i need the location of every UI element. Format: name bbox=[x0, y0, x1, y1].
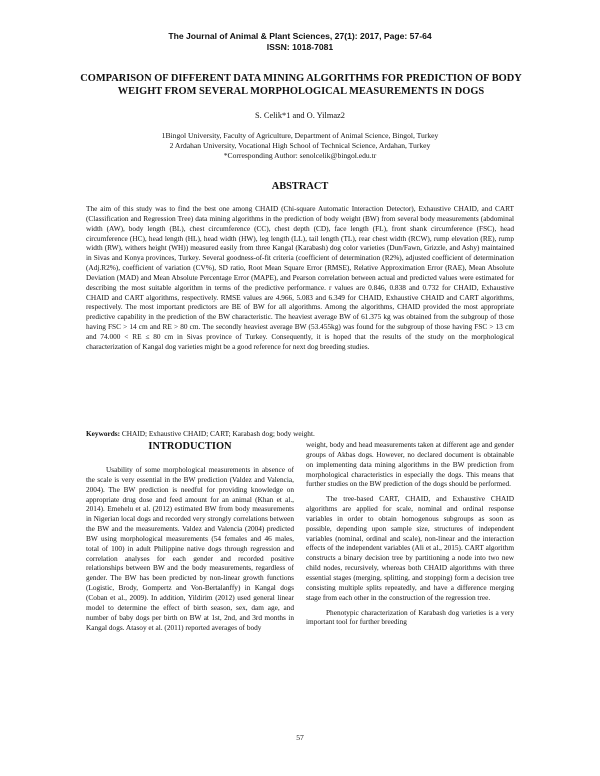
journal-issn: ISSN: 1018-7081 bbox=[266, 42, 334, 52]
abstract-heading: ABSTRACT bbox=[271, 181, 329, 192]
author-affiliations bbox=[0, 131, 600, 162]
paper-title: COMPARISON OF DIFFERENT DATA MINING ALGORITHMS FOR PREDICTION OF BODY WEIGHT FROM SEVERAL MORPHOLOGICAL MEASUREMENTS IN DOGS bbox=[80, 73, 522, 98]
journal-citation: The Journal of Animal & Plant Sciences, 27(1): 2017, Page: 57-64 bbox=[168, 31, 432, 41]
right-column bbox=[306, 440, 514, 627]
affiliation-2: 2 Ardahan University, Vocational High School of Technical Science, Ardahan, Turkey bbox=[169, 141, 431, 151]
paper-authors: S. Celik*1 and O. Yilmaz2 bbox=[255, 111, 345, 120]
affiliation-1: 1Bingol University, Faculty of Agriculture, Department of Animal Science, Bingol, Turkey bbox=[161, 131, 439, 140]
left-column bbox=[86, 437, 294, 632]
abstract-text: The aim of this study was to find the best one among CHAID (Chi-square Automatic Interaction Detector), Exhaustive CHAID, and CART (Classification and Regression Tree) data mining algorithms in the prediction of body weight (BW) from several body measurements (abdominal width (AW), body length (BL), chest circumference (CC), chest depth (CD), face length (FL), front shank circumference (FSC), head circumference (HC), head length (HL), head width (HW), leg length (LL), tail length (TL), rear chest width (RCW), rump elevation (RE), rump width (RW), withers height (WH)) measured easily from three Kangal (Karabash) dog color varieties (Dun/Fawn, Grizzle, and Ashy) maintained in Sivas and Konya provinces, Turkey. Several goodness-of-fit criteria (coefficient of determination (R2%), adjusted coefficient of determination (Adj.R2%), coefficient of variation (CV%), SD ratio, Root Mean Square Error (RMSE), Relative Approximation Error (RAE), Mean Absolute Deviation (MAD) and Mean Absolute Percentage Error (MAPE), and Pearson correlation between actual and predicted values were estimated for describing the most suitable algorithm in terms of the predictive performance. r values are 0.846, 0.838 and 0.732 for CHAID, Exhaustive CHAID and CART algorithms, respectively. RMSE values are 4.966, 5.083 and 6.349 for CHAID, Exhaustive CHAID and CART algorithms, respectively. The most important predictors are BE of BW for all algorithms. Among the algorithms, CHAID provided the most appropriate predictive capability in the prediction of the BW characteristic. The heaviest average BW of 61.375 kg was obtained from the subgroup of those having FSC > 14 cm and RE > 80 cm. The secondly heaviest average BW (53.455kg) was found for the subgroup of those having FSC > 13 cm and 74.000 < RE ≤ 80 cm in Sivas province of Turkey. Consequently, it is hoped that the results of the study on the morphological characterization of Kangal dog varieties might be a good reference for next dog breeding studies. bbox=[86, 204, 514, 351]
keywords-label: Keywords: bbox=[86, 429, 121, 438]
intro-paragraph-2: The tree-based CART, CHAID, and Exhaustive CHAID algorithms are applied for scale, nominal and ordinal response variables in order to obtain homogenous subgroups as soon as possible, depending upon sample size, structures of independent variables (nominal, ordinal and scale), non-linear and the interaction effects of the independent variables (Ali et al., 2015). CART algorithm constructs a binary decision tree by partitioning a node into two new child nodes, recursively, whereas both CHAID algorithms with three essential stages (merging, splitting, and stopping) form a decision tree consisting multiple splits repeatedly, and have a difference merging stage from each other in the construction of the regression tree. bbox=[306, 494, 514, 602]
corresponding-author: *Corresponding Author: senolcelik@bingol.edu.tr bbox=[223, 151, 377, 161]
keywords-text: CHAID; Exhaustive CHAID; CART; Karabash dog; body weight. bbox=[121, 429, 315, 438]
intro-paragraph-1: Usability of some morphological measurements in absence of the scale is very essential in the BW prediction (Valdez and Valencia, 2004). The BW prediction is needful for providing knowledge on appropriate drug dose and feed amount for an animal (Khan et al., 2014). Emehelu et al. (2012) estimated BW from body measurements in Nigerian local dogs and recorded very strongly correlations between the BW and the measurements. Valdez and Valencia (2004) predicted BW using morphological measurements (54 females and 46 males, total of 100) in adult Philippine native dogs through regression and correlation analyses for each gender and recorded positive relationships between BW and the body measurements, regardless of gender. The BW has been predicted by non-linear growth functions (Logistic, Brody, Gompertz and Von-Bertalanffy) in Kangal dogs (Coban et al., 2009). In addition, Yildirim (2012) used general linear model to determine the effect of birth season, sex, dam age, and number of baby dogs per birth on BW at 1st, 2nd, and 3rd months in Kangal dogs. Atasoy et al. (2011) reported averages of body bbox=[86, 465, 294, 632]
introduction-heading: INTRODUCTION bbox=[148, 441, 232, 452]
intro-paragraph-continued: weight, body and head measurements taken at different age and gender groups of Akbas dogs. However, no declared document is obtainable on implementing data mining algorithms in the BW prediction from morphological characteristics in especially the dogs. This means that further studies on the BW prediction of the dogs should be performed. bbox=[306, 440, 514, 489]
intro-paragraph-3: Phenotypic characterization of Karabash dog varieties is a very important tool for further breeding bbox=[306, 607, 514, 627]
page-number: 57 bbox=[296, 733, 304, 742]
journal-header bbox=[0, 31, 600, 53]
